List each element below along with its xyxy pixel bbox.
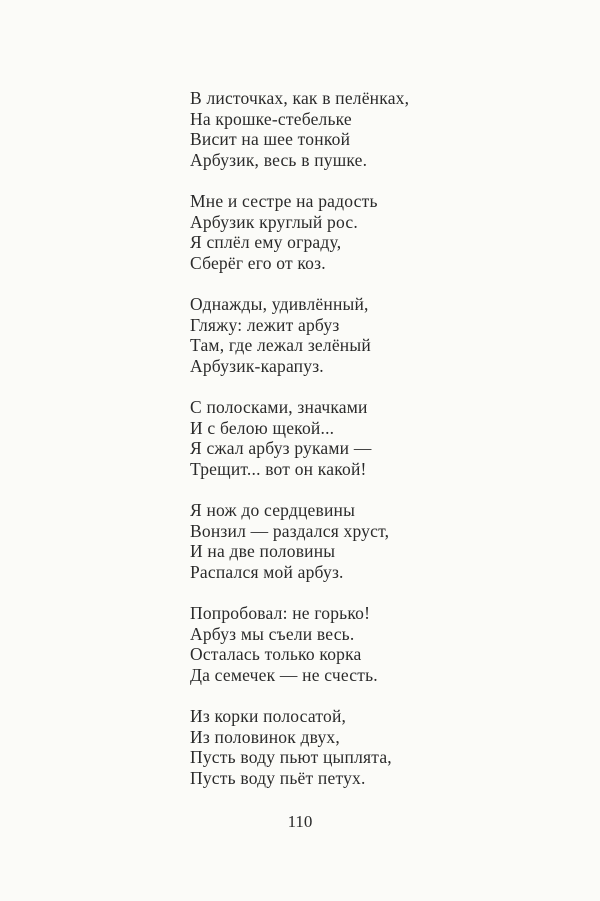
poem-line: Однажды, удивлённый,	[190, 294, 369, 314]
stanza	[190, 500, 409, 582]
poem-line: Пусть воду пьют цыплята,	[190, 747, 392, 767]
poem-line: Пусть воду пьёт петух.	[190, 767, 366, 788]
stanza	[190, 603, 409, 685]
poem-line: Я нож до сердцевины	[190, 500, 356, 520]
poem-line: Висит на шее тонкой	[190, 129, 351, 149]
poem-line: И на две половины	[190, 541, 336, 561]
poem-line: Я сплёл ему ограду,	[190, 232, 342, 252]
poem-line: Из половинок двух,	[190, 726, 340, 747]
stanza	[190, 88, 409, 170]
poem-line: Трещит... вот он какой!	[190, 458, 367, 479]
poem-line: Мне и сестре на радость	[190, 191, 378, 211]
stanza	[190, 294, 409, 376]
poem-line: Арбузик, весь в пушке.	[190, 149, 368, 170]
stanza	[190, 191, 409, 273]
poem-line: Попробовал: не горько!	[190, 603, 371, 623]
page-number: 110	[287, 812, 313, 831]
poem-line: Из корки полосатой,	[190, 706, 347, 726]
poem-line: В листочках, как в пелёнках,	[190, 88, 410, 108]
poem-line: Арбузик-карапуз.	[190, 355, 324, 376]
stanza	[190, 397, 409, 479]
poem-line: Арбузик круглый рос.	[190, 211, 358, 232]
poem-line: Вонзил — раздался хруст,	[190, 520, 390, 541]
poem-line: Да семечек — не счесть.	[190, 664, 378, 685]
poem-line: Сберёг его от коз.	[190, 252, 326, 273]
stanza	[190, 706, 409, 788]
poem-line: Арбуз мы съели весь.	[190, 623, 355, 644]
poem-line: И с белою щекой...	[190, 417, 335, 438]
poem-line: Гляжу: лежит арбуз	[190, 314, 340, 335]
poem	[190, 88, 409, 809]
poem-line: С полосками, значками	[190, 397, 368, 417]
poem-line: Распался мой арбуз.	[190, 561, 344, 582]
poem-line: Осталась только корка	[190, 644, 362, 664]
poem-line: Я сжал арбуз руками —	[190, 438, 372, 458]
poem-line: Там, где лежал зелёный	[190, 335, 371, 355]
poem-line: На крошке-стебельке	[190, 108, 352, 129]
